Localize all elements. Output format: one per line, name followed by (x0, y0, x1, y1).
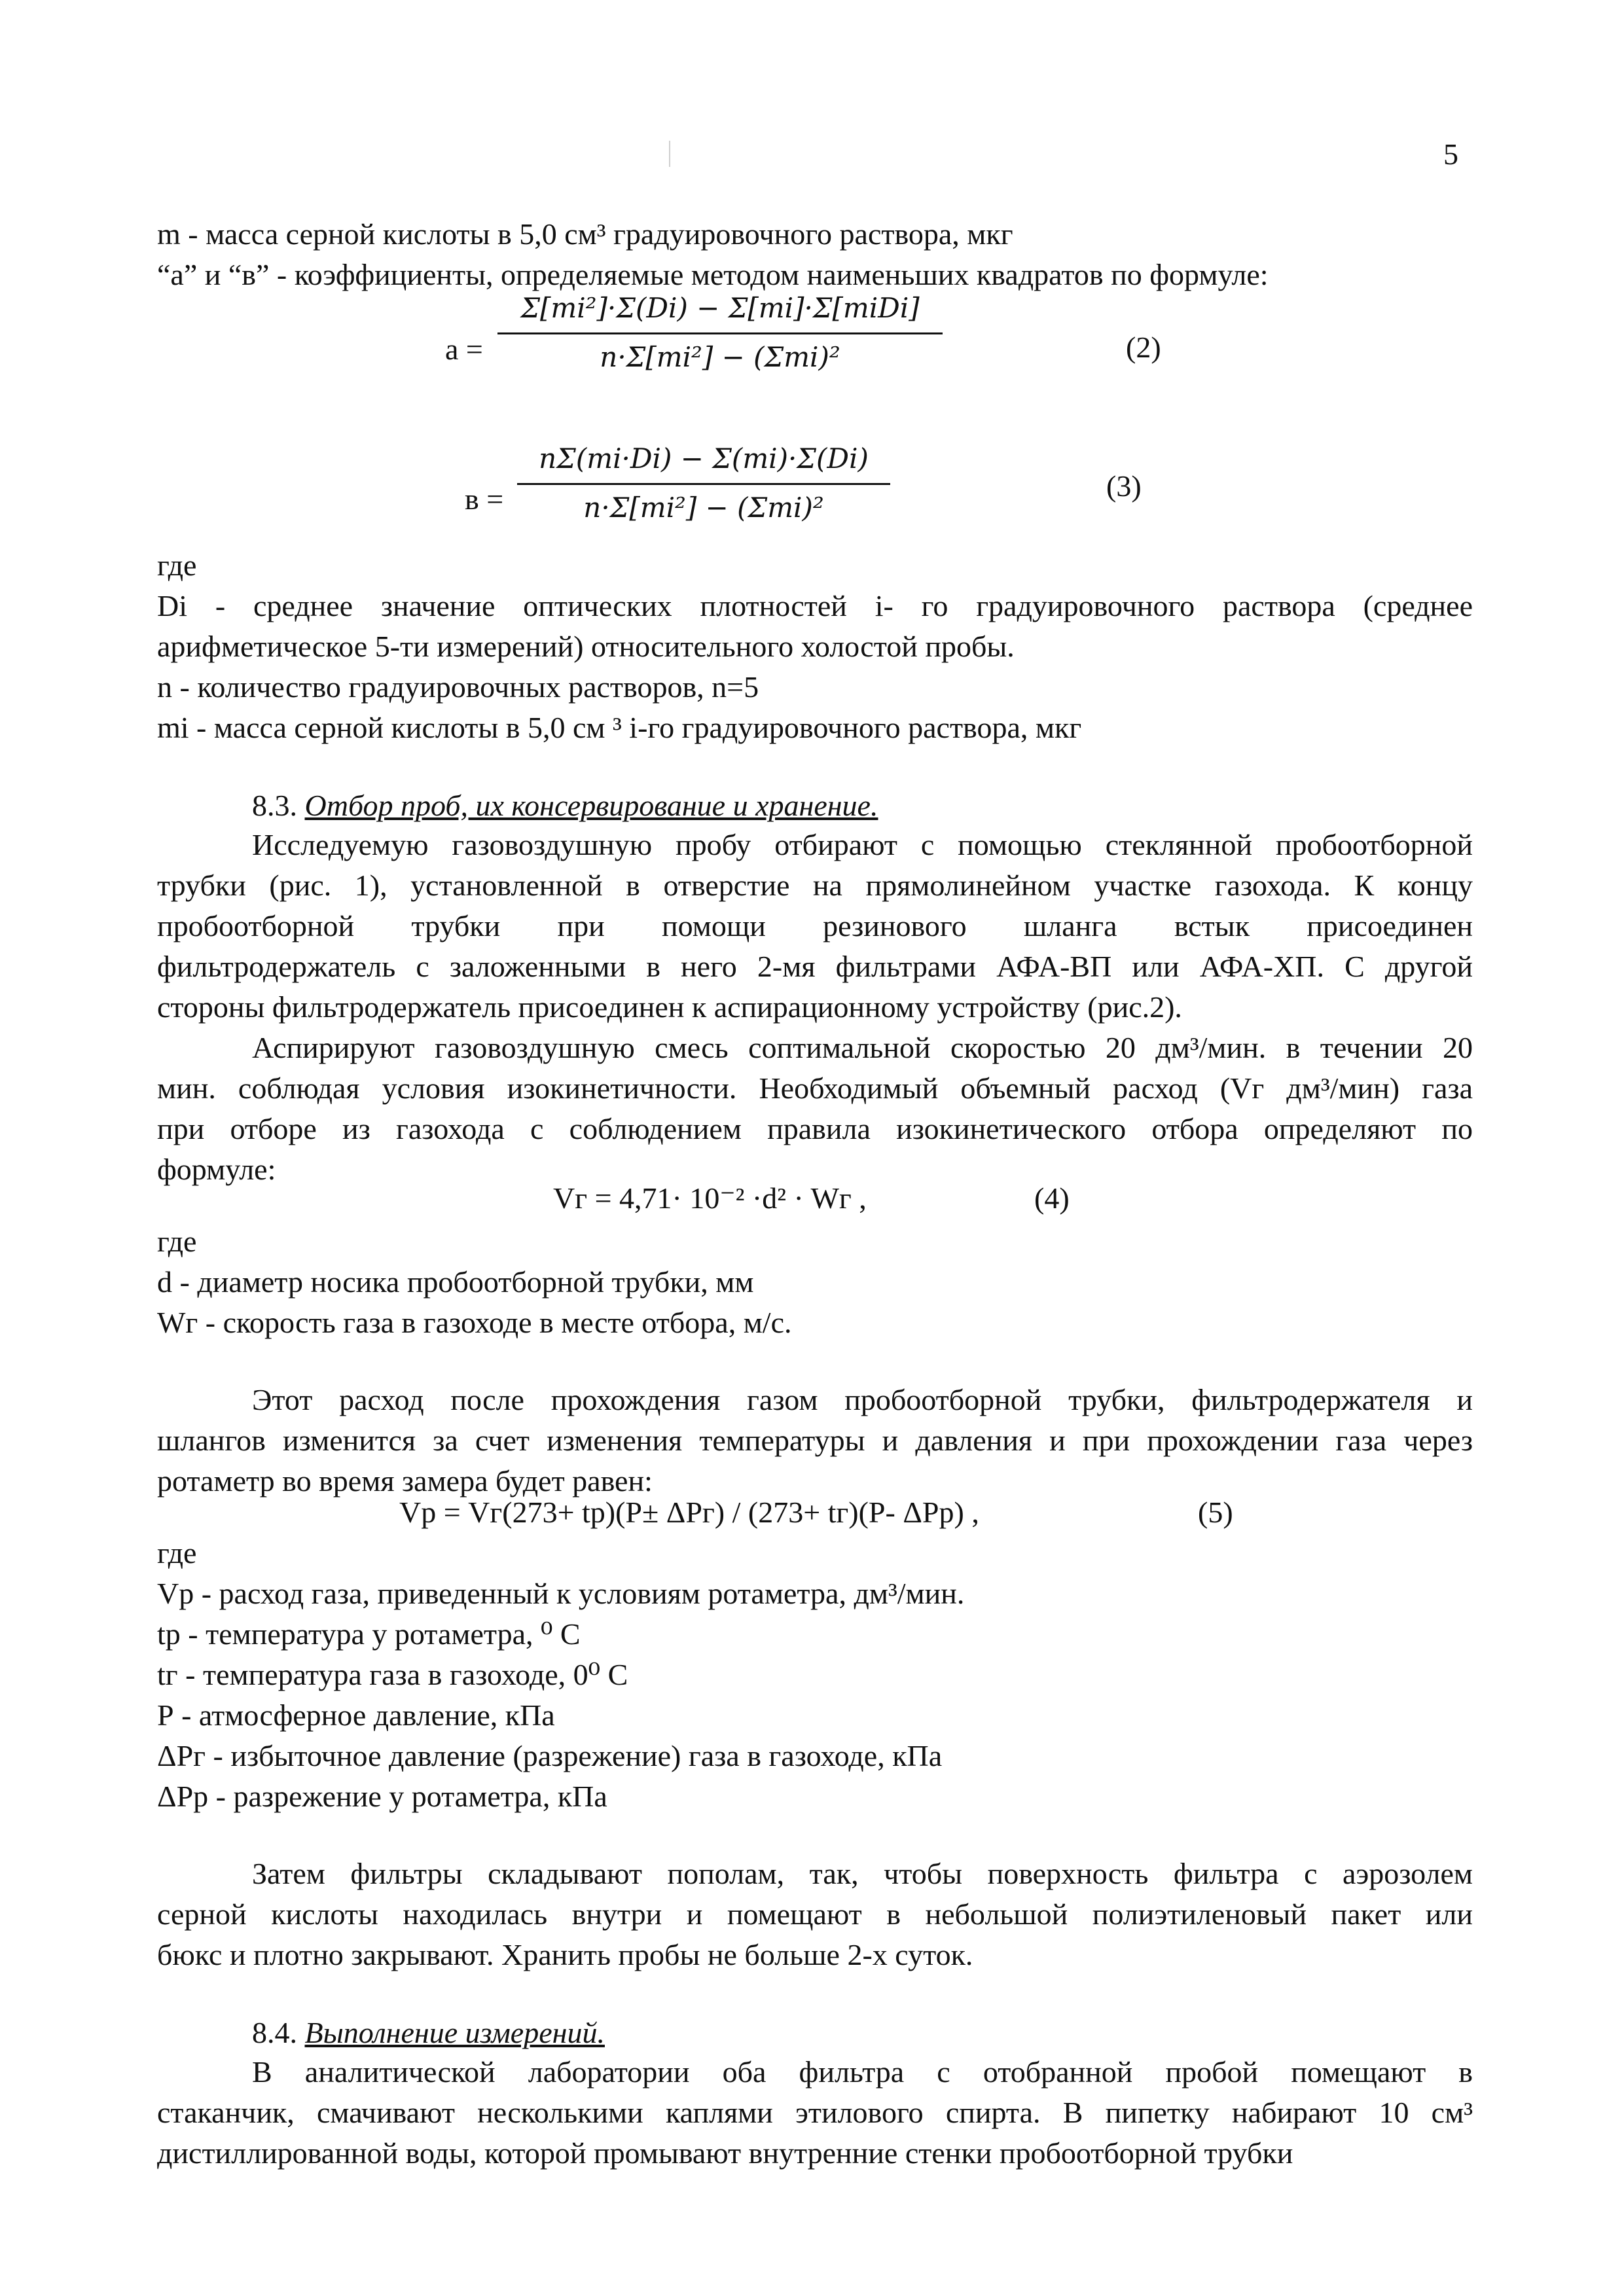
paragraph-line: В аналитической лаборатории оба фильтра с отобранной пробой помещают в (252, 2055, 1473, 2089)
paragraph-line: шлангов изменится за счет изменения температуры и давления и при прохождении газа через (157, 1424, 1473, 1457)
paragraph-line: серной кислоты находилась внутри и помещают в небольшой полиэтиленовый пакет или (157, 1897, 1473, 1931)
d-definition: d - диаметр носика пробоотборной трубки, мм (157, 1265, 754, 1299)
n-definition: n - количество градуировочных растворов, n=5 (157, 670, 759, 704)
dpg-definition: ΔРг - избыточное давление (разрежение) газа в газоходе, кПа (157, 1739, 943, 1772)
where-label: где (157, 548, 197, 582)
section-number: 8.4. (252, 2016, 305, 2049)
section-number: 8.3. (252, 789, 305, 822)
section-8-4-heading (252, 2013, 605, 2053)
where-label: где (157, 1536, 197, 1570)
coefficients-definition: “а” и “в” - коэффициенты, определяемые методом наименьших квадратов по формуле: (157, 258, 1269, 291)
wg-definition: Wг - скорость газа в газоходе в месте отбора, м/с. (157, 1306, 792, 1339)
paragraph-line: трубки (рис. 1), установленной в отверстие на прямолинейном участке газохода. К концу (157, 869, 1473, 902)
formula-2-lhs: a = (445, 332, 483, 366)
formula-2-number: (2) (1126, 331, 1161, 364)
paragraph-line: пробоотборной трубки при помощи резинового шланга встык присоединен (157, 909, 1473, 942)
paragraph-line: Этот расход после прохождения газом пробоотборной трубки, фильтродержателя и (252, 1383, 1473, 1416)
formula-2-numerator: Σ[mi²]·Σ(Di) − Σ[mi]·Σ[miDi] (497, 288, 943, 334)
paragraph-line: мин. соблюдая условия изокинетичности. Необходимый объемный расход (Vг дм³/мин) газа (157, 1071, 1473, 1105)
paragraph-line: ротаметр во время замера будет равен: (157, 1464, 653, 1498)
mi-definition: mi - масса серной кислоты в 5,0 см ³ i-го градуировочного раствора, мкг (157, 711, 1082, 744)
section-title: Выполнение измерений. (304, 2016, 605, 2049)
tg-definition: tг - температура газа в газоходе, 0⁰ С (157, 1658, 628, 1691)
paragraph-line: Затем фильтры складывают пополам, так, чтобы поверхность фильтра с аэрозолем (252, 1857, 1473, 1890)
paragraph-line: бюкс и плотно закрывают. Хранить пробы не больше 2-х суток. (157, 1938, 973, 1971)
formula-5: Vр = Vг(273+ tр)(Р± ΔРг) / (273+ tг)(Р- ΔРр) , (399, 1496, 979, 1529)
scan-artifact (669, 141, 670, 167)
formula-2-fraction (497, 288, 943, 378)
paragraph-line: Аспирируют газовоздушную смесь соптимальной скоростью 20 дм³/мин. в течении 20 (252, 1031, 1473, 1064)
formula-5-number: (5) (1198, 1496, 1233, 1529)
formula-3-numerator: nΣ(mi·Di) − Σ(mi)·Σ(Di) (517, 439, 890, 485)
di-definition-line2: арифметическое 5-ти измерений) относительного холостой пробы. (157, 630, 1015, 663)
formula-3-denominator: n·Σ[mi²] − (Σmi)² (583, 492, 824, 524)
where-label: где (157, 1225, 197, 1258)
dpp-definition: ΔРр - разрежение у ротаметра, кПа (157, 1780, 607, 1813)
paragraph-line: стороны фильтродержатель присоединен к аспирационному устройству (рис.2). (157, 990, 1182, 1024)
paragraph-line: формуле: (157, 1153, 276, 1186)
paragraph-line: стаканчик, смачивают несколькими каплями этилового спирта. В пипетку набирают 10 см³ (157, 2096, 1473, 2129)
formula-2-denominator: n·Σ[mi²] − (Σmi)² (600, 341, 840, 373)
m-definition: m - масса серной кислоты в 5,0 см³ градуировочного раствора, мкг (157, 217, 1013, 251)
formula-3-lhs: в = (465, 482, 504, 516)
section-8-3-heading (252, 785, 878, 826)
di-definition-line1: Di - среднее значение оптических плотностей i- го градуировочного раствора (среднее (157, 589, 1473, 622)
formula-3-fraction (517, 439, 890, 528)
tp-definition: tр - температура у ротаметра, ⁰ С (157, 1617, 581, 1651)
paragraph-line: дистиллированной воды, которой промывают внутренние стенки пробоотборной трубки (157, 2136, 1293, 2170)
vp-definition: Vр - расход газа, приведенный к условиям ротаметра, дм³/мин. (157, 1577, 965, 1610)
paragraph-line: фильтродержатель с заложенными в него 2-мя фильтрами АФА-ВП или АФА-ХП. С другой (157, 950, 1473, 983)
paragraph-line: при отборе из газохода с соблюдением правила изокинетического отбора определяют по (157, 1112, 1473, 1145)
page-number: 5 (1443, 137, 1458, 171)
formula-4: Vг = 4,71· 10⁻² ·d² · Wг , (553, 1181, 867, 1215)
formula-4-number: (4) (1034, 1181, 1070, 1215)
paragraph-line: Исследуемую газовоздушную пробу отбирают с помощью стеклянной пробоотборной (252, 828, 1473, 861)
p-definition: Р - атмосферное давление, кПа (157, 1698, 555, 1732)
formula-3-number: (3) (1106, 469, 1142, 503)
section-title: Отбор проб, их консервирование и хранение. (304, 789, 878, 822)
